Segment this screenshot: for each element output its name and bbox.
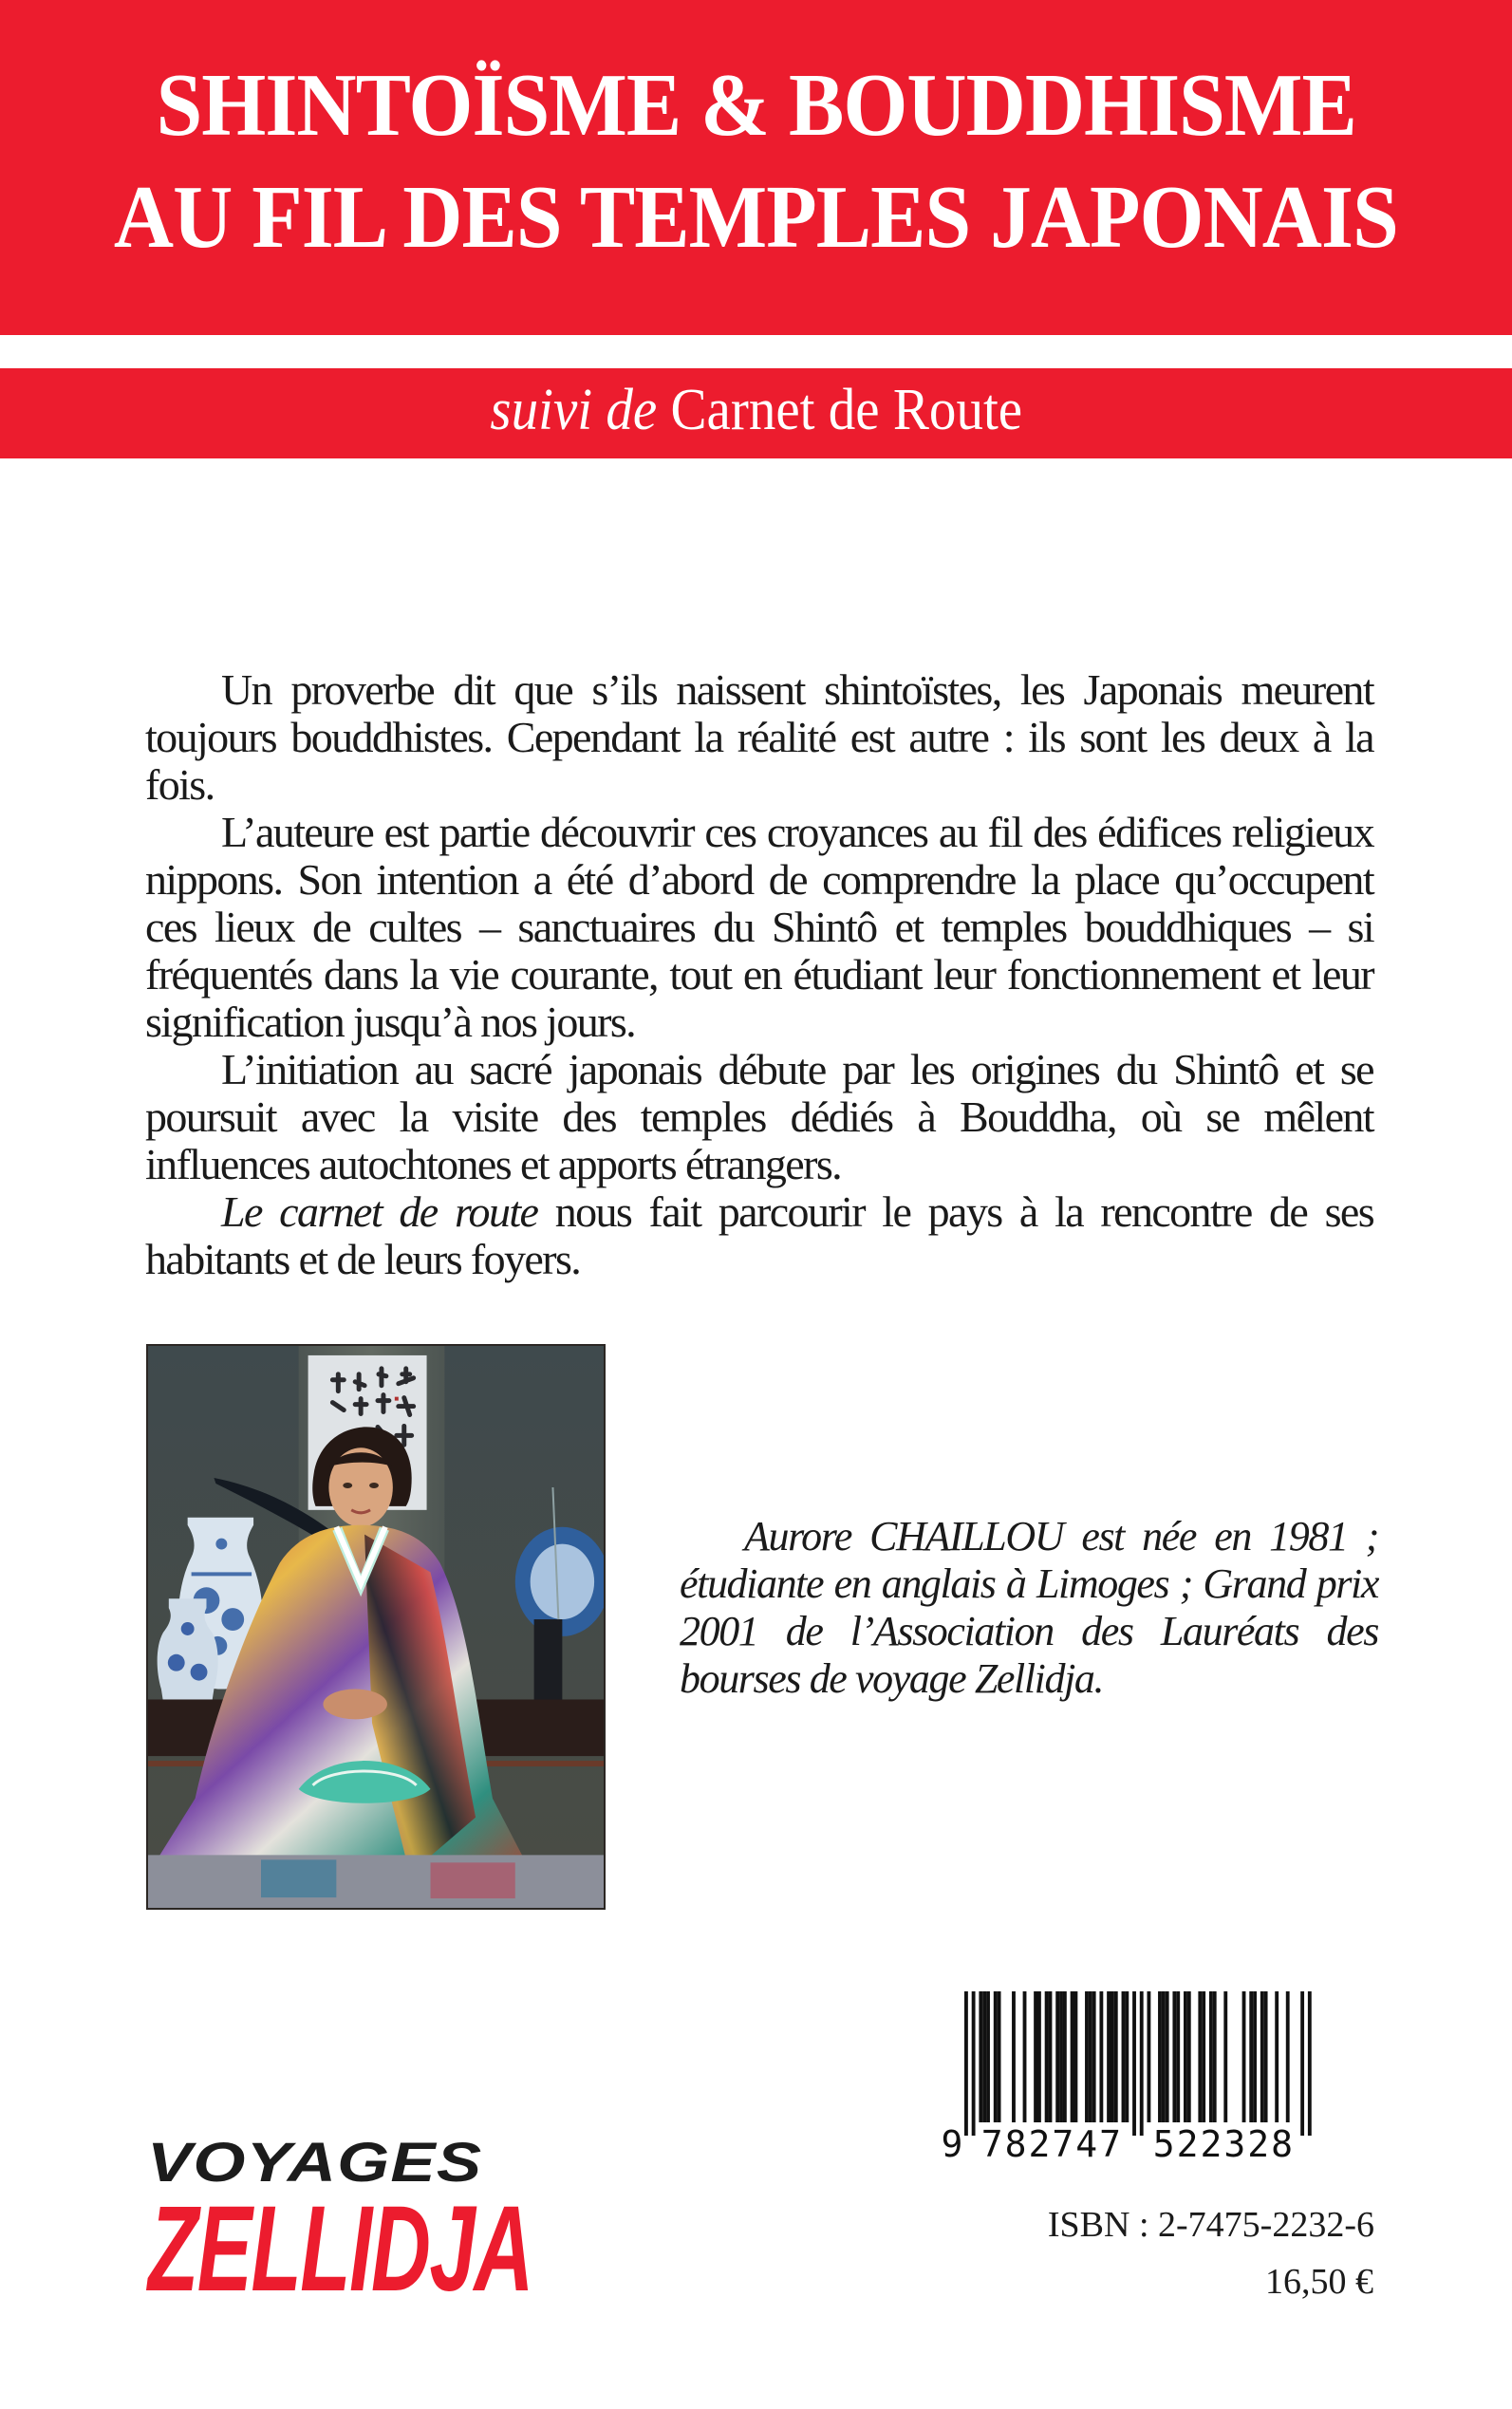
ean-barcode <box>940 1991 1348 2162</box>
blurb <box>145 666 1373 1283</box>
title-line-2 <box>0 168 1512 267</box>
svg-text:522328: 522328 <box>1152 2123 1295 2162</box>
svg-text:782747: 782747 <box>980 2123 1124 2162</box>
blurb-paragraph-1: Un proverbe dit que s’ils naissent shintoïstes, les Japonais meurent toujours bouddhistes. Cependant la réalité est autre : ils sont les deux à la fois. <box>145 665 1373 809</box>
svg-text:9: 9 <box>941 2123 965 2162</box>
author-photo <box>146 1344 606 1910</box>
subtitle-regular: Carnet de Route <box>670 378 1022 442</box>
publisher-logo-line-2: ZELLIDJA <box>148 2181 532 2317</box>
author-bio: Aurore CHAILLOU est née en 1981 ; étudiante en anglais à Limoges ; Grand prix 2001 de l’Association des Lauréats des bourses de voyage Zellidja. <box>680 1513 1378 1702</box>
blurb-paragraph-4-text: nous fait parcourir le pays à la rencontre de ses habitants et de leurs foyers. <box>145 1187 1373 1283</box>
blurb-paragraph-2: L’auteure est partie découvrir ces croyances au fil des édifices religieux nippons. Son intention a été d’abord de comprendre la place qu’occupent ces lieux de cultes – sanctuaires du Shintô et temples bouddhiques – si fréquentés dans la vie courante, tout en étudiant leur fonctionnement et leur signification jusqu’à nos jours. <box>145 808 1373 1046</box>
title-band <box>0 0 1512 335</box>
price: 16,50 € <box>1265 2262 1373 2302</box>
publisher-logo-zellidja <box>148 2181 556 2317</box>
title-line-1 <box>0 56 1512 155</box>
publisher-logo-line-1: VOYAGES <box>147 2132 483 2194</box>
blurb-paragraph-4 <box>145 1188 1373 1283</box>
subtitle-band <box>0 368 1512 458</box>
author-portrait-kimono-icon <box>148 1346 604 1908</box>
isbn: ISBN : 2-7475-2232-6 <box>1047 2205 1374 2245</box>
barcode-icon <box>940 1991 1348 2162</box>
blurb-paragraph-3: L’initiation au sacré japonais débute par les origines du Shintô et se poursuit avec la visite des temples dédiés à Bouddha, où se mêlent influences autochtones et apports étrangers. <box>145 1045 1373 1188</box>
subtitle <box>490 365 1022 456</box>
title-line-2-text: AU FIL DES TEMPLES JAPONAIS <box>114 168 1398 267</box>
subtitle-italic: suivi de <box>490 378 657 442</box>
blurb-paragraph-4-italic: Le carnet de route <box>221 1187 538 1236</box>
title-line-1-text: SHINTOÏSME & BOUDDHISME <box>156 56 1356 155</box>
